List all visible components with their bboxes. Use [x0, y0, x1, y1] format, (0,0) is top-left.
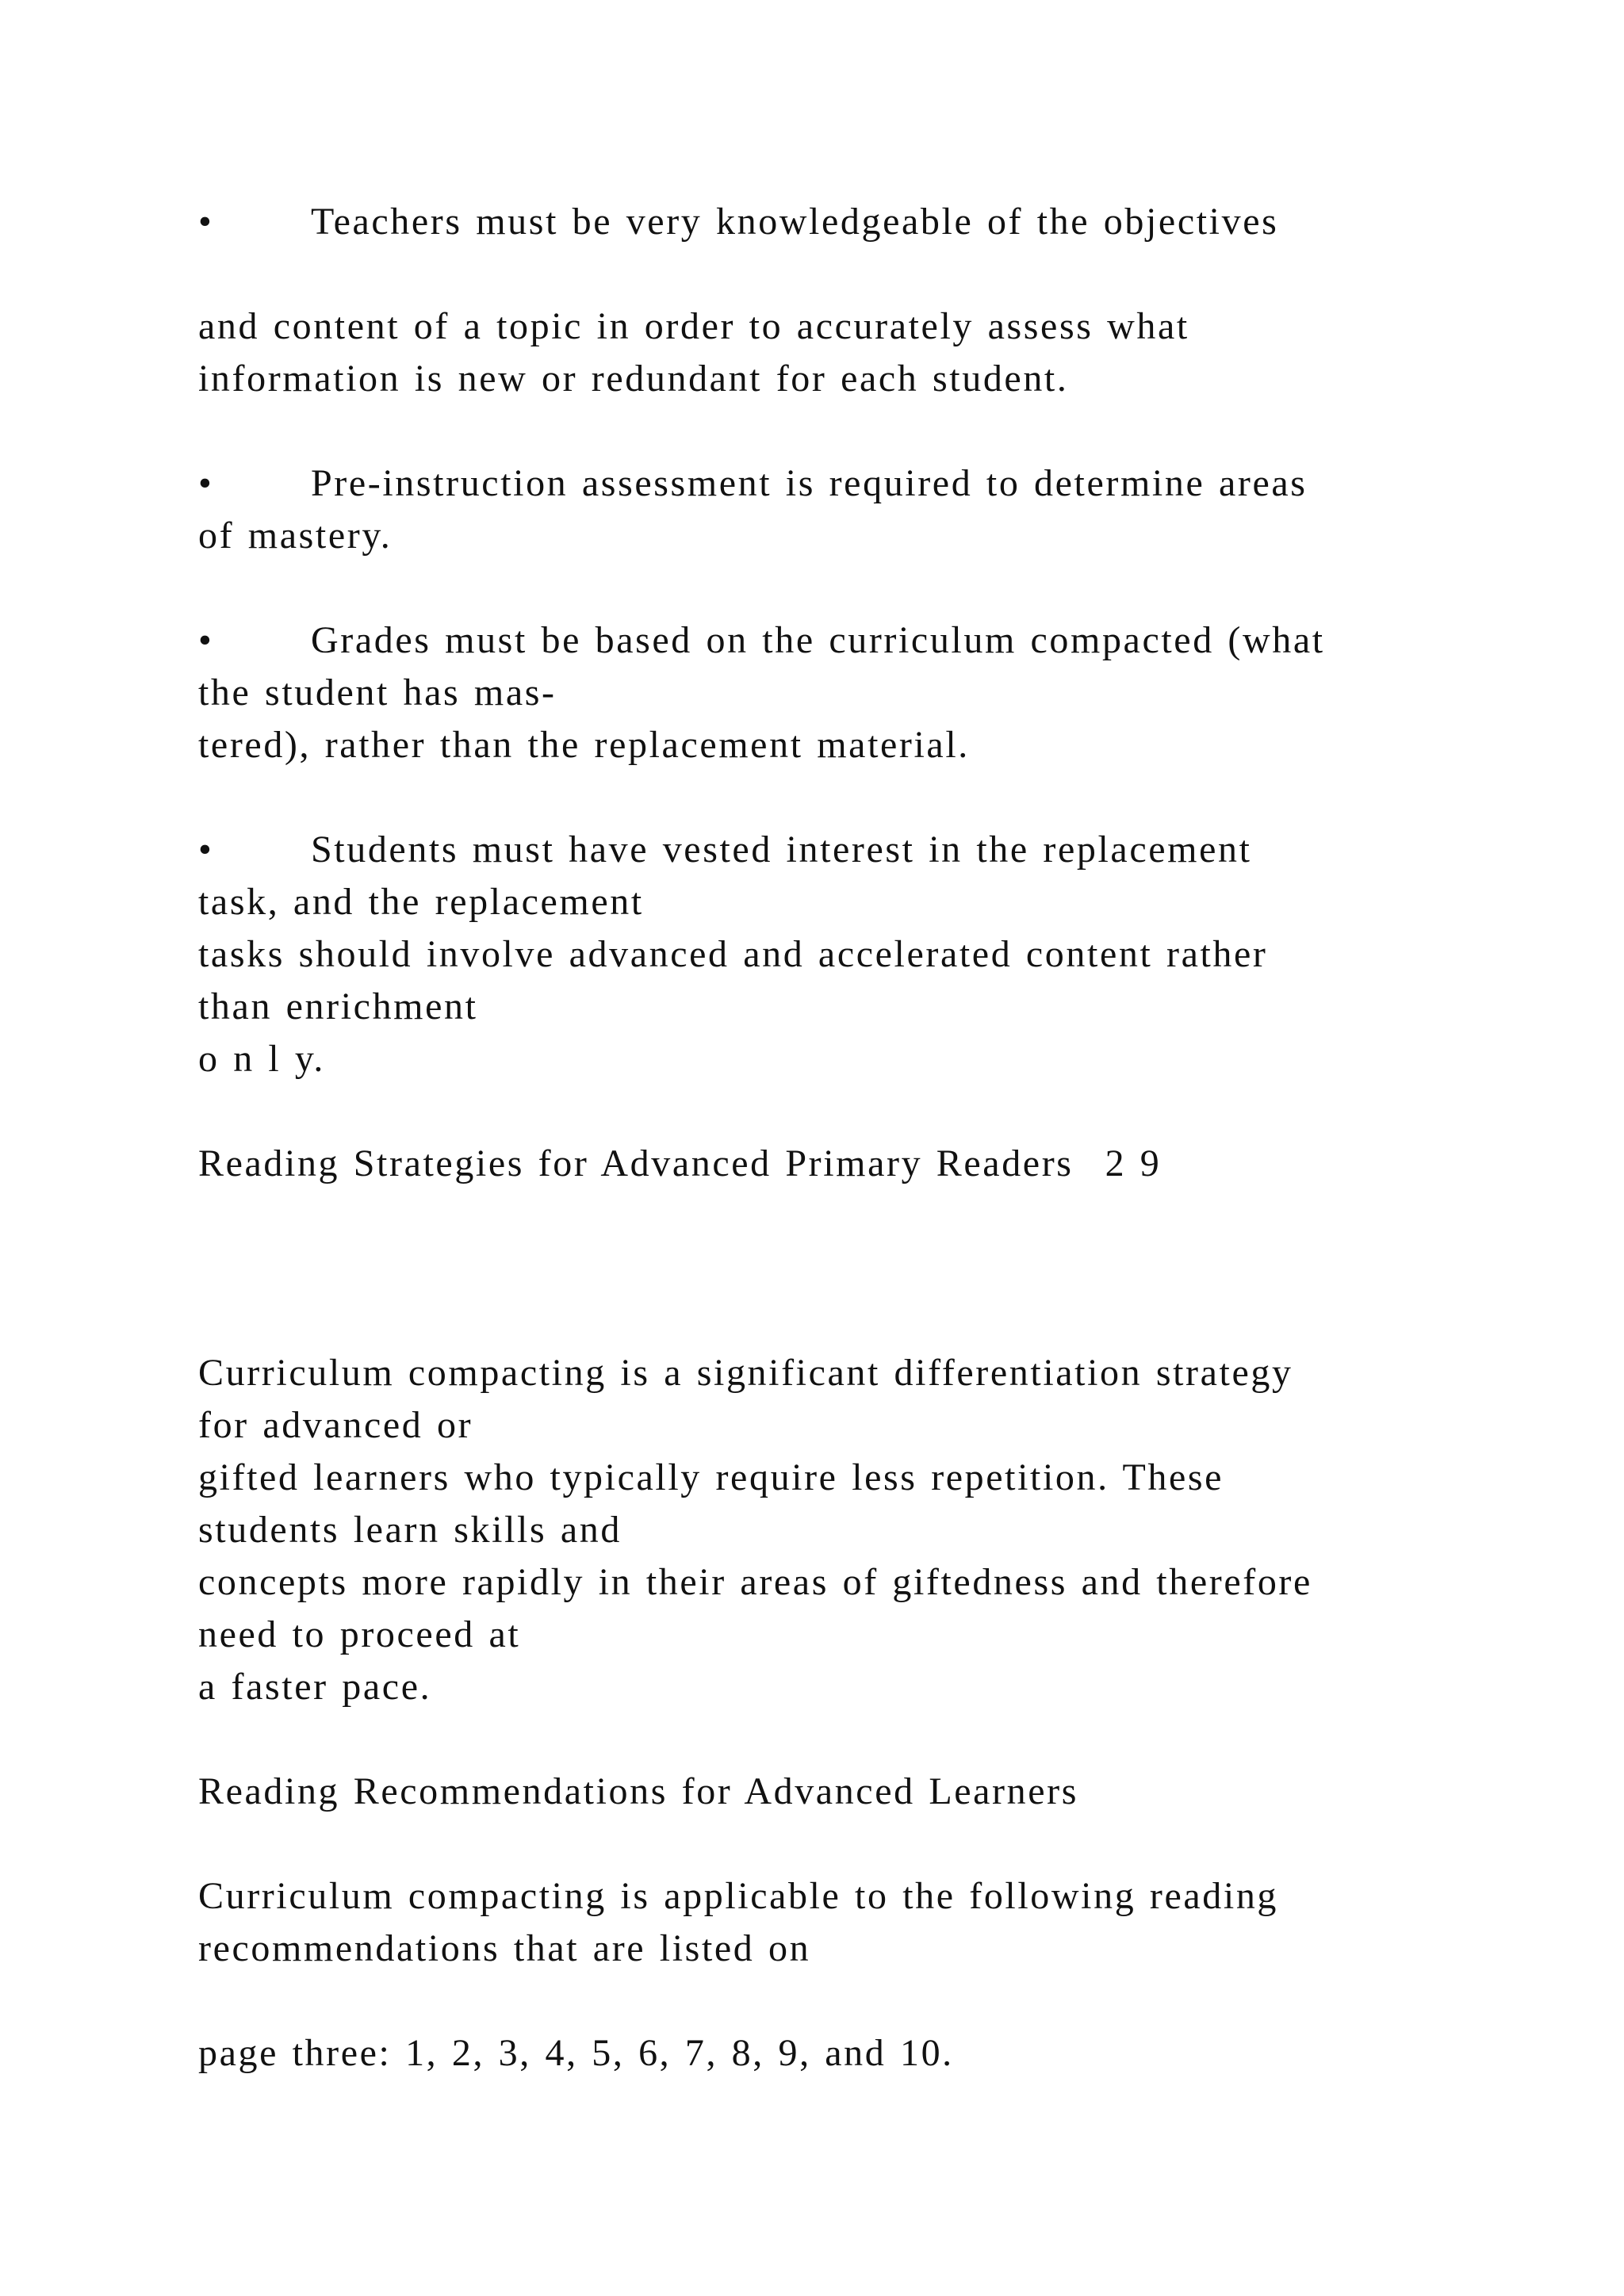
recommendation-list: page three: 1, 2, 3, 4, 5, 6, 7, 8, 9, and 10. [198, 2032, 954, 2074]
bullet-3-line-2: the student has mas- [198, 672, 557, 714]
bullet-4-line-2: task, and the replacement [198, 881, 644, 923]
bullet-4-line-4: than enrichment [198, 985, 478, 1027]
bullet-1-line-3: information is new or redundant for each student. [198, 358, 1069, 400]
bullet-marker: • [198, 462, 214, 504]
bullet-1-line-2: and content of a topic in order to accurately assess what [198, 305, 1189, 347]
bullet-4-line-5: o n l y. [198, 1038, 326, 1080]
paragraph-line-1: Curriculum compacting is a significant differentiation strategy [198, 1352, 1293, 1394]
section-heading: Reading Recommendations for Advanced Learners [198, 1770, 1078, 1812]
bullet-3-line-3: tered), rather than the replacement material. [198, 724, 970, 766]
paragraph-line-7: a faster pace. [198, 1666, 432, 1708]
recommendation-intro-line-1: Curriculum compacting is applicable to the following reading [198, 1875, 1279, 1917]
running-footer-title: Reading Strategies for Advanced Primary Readers [198, 1142, 1074, 1184]
page-number: 2 9 [1105, 1142, 1162, 1184]
paragraph-line-2: for advanced or [198, 1404, 473, 1446]
recommendation-intro-line-2: recommendations that are listed on [198, 1927, 811, 1969]
paragraph-line-3: gifted learners who typically require less repetition. These [198, 1456, 1224, 1498]
bullet-marker: • [198, 201, 214, 243]
bullet-4-line-3: tasks should involve advanced and accelerated content rather [198, 933, 1268, 975]
running-footer [198, 1138, 1161, 1189]
bullet-4-first-line: Students must have vested interest in the replacement [311, 828, 1252, 871]
paragraph-line-5: concepts more rapidly in their areas of giftedness and therefore [198, 1561, 1312, 1603]
bullet-3-first-line: Grades must be based on the curriculum compacted (what [311, 619, 1325, 661]
paragraph-line-4: students learn skills and [198, 1509, 622, 1551]
paragraph-line-6: need to proceed at [198, 1613, 521, 1655]
bullet-1-first-line: Teachers must be very knowledgeable of the objectives [311, 201, 1279, 243]
bullet-marker: • [198, 619, 214, 661]
bullet-marker: • [198, 828, 214, 871]
bullet-2-line-2: of mastery. [198, 515, 393, 557]
bullet-2-first-line: Pre-instruction assessment is required to determine areas [311, 462, 1308, 504]
